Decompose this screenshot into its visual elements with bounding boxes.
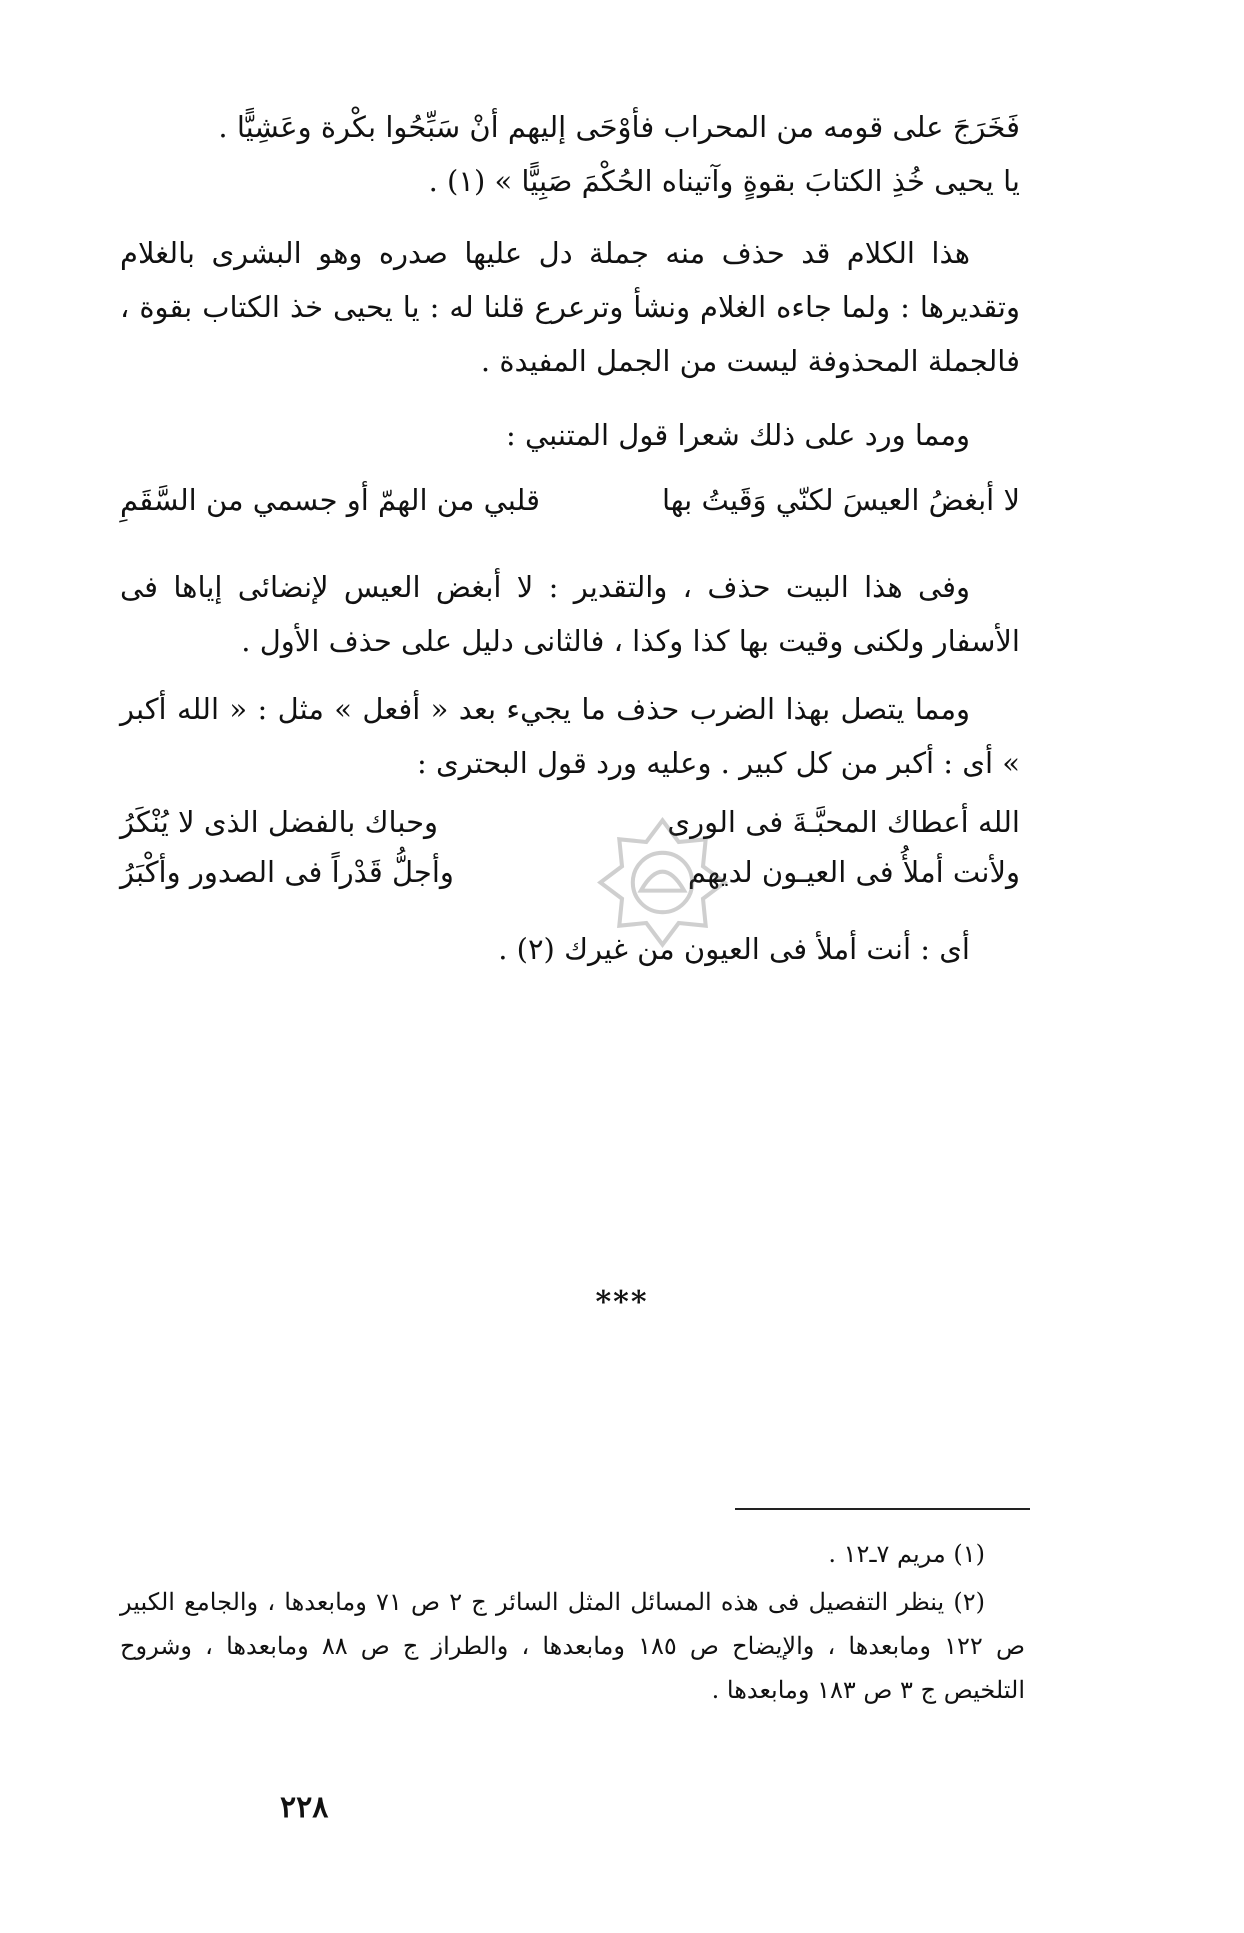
footnote-1: (١) مريم ٧ـ١٢ . [828,1540,985,1568]
verse-mutanabbi [120,478,1020,522]
quote-line-1: فَخَرَجَ على قومه من المحراب فأوْحَى إليهم أنْ سَبِّحُوا بكْرة وعَشِيًّا . [218,110,1020,144]
paragraph-explanation: هذا الكلام قد حذف منه جملة دل عليها صدره وهو البشرى بالغلام وتقديرها : ولما جاءه الغلام ونشأ وترعرع قلنا له : يا يحيى خذ الكتاب بقوة ، فالجملة المحذوفة ليست من الجمل المفيدة . [120,236,1020,378]
verse-second-hemistich: قلبي من الهمّ أو جسمي من السَّقَمِ [120,483,541,517]
footnote-divider [735,1508,1030,1510]
verse-buhturi-1 [120,800,1020,844]
library-seal-watermark-icon [595,815,730,950]
quote-line-2: يا يحيى خُذِ الكتابَ بقوةٍ وآتيناه الحُكْمَ صَبِيًّا » (١) . [428,164,1020,198]
verse-buhturi-2 [120,850,1020,894]
paragraph-afal-ellipsis: ومما يتصل بهذا الضرب حذف ما يجيء بعد « أفعل » مثل : « الله أكبر » أى : أكبر من كل كبير . وعليه ورد قول البحترى : [120,692,1020,780]
verse-first-hemistich: ولأنت أملأُ فى العيـون لديهم [687,855,1020,889]
paragraph-quran-quote [120,100,1020,208]
paragraph-intro-mutanabbi: ومما ورد على ذلك شعرا قول المتنبي : [506,418,970,452]
verse-second-hemistich: وحباك بالفضل الذى لا يُنْكَرُ [120,805,439,839]
verse-first-hemistich: الله أعطاك المحبَّـةَ فى الورى [667,805,1020,839]
paragraph-conclusion: أى : أنت أملأ فى العيون من غيرك (٢) . [498,932,970,966]
paragraph-ellipsis-explanation: وفى هذا البيت حذف ، والتقدير : لا أبغض العيس لإنضائى إياها فى الأسفار ولكنى وقيت بها كذا وكذا ، فالثانى دليل على حذف الأول . [120,570,1020,658]
verse-second-hemistich: وأجلُّ قَدْراً فى الصدور وأكْبَرُ [120,855,454,889]
footnote-2: (٢) ينظر التفصيل فى هذه المسائل المثل السائر ج ٢ ص ٧١ ومابعدها ، والجامع الكبير ص ١٢٢ ومابعدها ، والإيضاح ص ١٨٥ ومابعدها ، والطراز ج ص ٨٨ ومابعدها ، وشروح التلخيص ج ٣ ص ١٨٣ ومابعدها . [120,1588,1025,1704]
verse-first-hemistich: لا أبغضُ العيسَ لكنّي وَقَيتُ بها [661,483,1020,517]
page-number: ٢٢٨ [280,1790,329,1825]
section-separator: *** [595,1285,649,1320]
